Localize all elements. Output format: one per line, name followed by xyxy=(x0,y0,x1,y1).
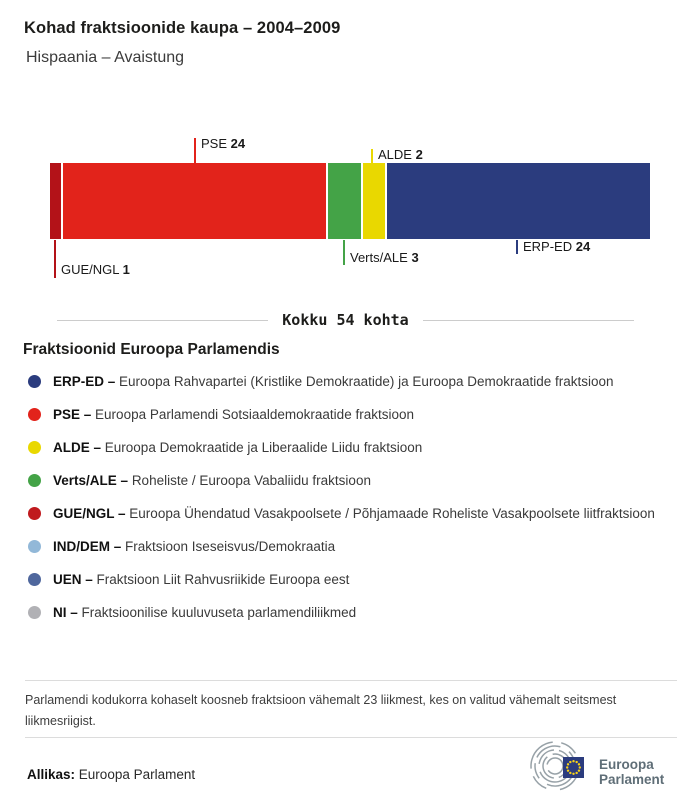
legend-dot-verts-ale xyxy=(28,474,41,487)
eu-flag-star xyxy=(569,761,571,763)
seats-bar xyxy=(50,163,650,239)
eu-flag-star xyxy=(579,766,581,768)
eu-flag-star xyxy=(567,763,569,765)
bar-label-gue-ngl xyxy=(61,262,130,277)
bar-label-erp-ed-name: ERP-ED xyxy=(523,239,573,254)
footnote-divider-bottom xyxy=(25,737,677,738)
footnote-text: Parlamendi kodukorra kohaselt koosneb fraktsioon vähemalt 23 liikmest, kes on valitud vähemalt seitsmest liikmesriigist. xyxy=(25,693,617,728)
page-title: Kohad fraktsioonide kaupa – 2004–2009 xyxy=(24,19,341,37)
eu-flag-star xyxy=(572,760,574,762)
legend-desc: Fraktsioon Liit Rahvusriikide Euroopa eest xyxy=(96,572,350,587)
bar-tick-verts-ale xyxy=(343,240,345,265)
legend-dot-ni xyxy=(28,606,41,619)
legend-dot-ind-dem xyxy=(28,540,41,553)
bar-tick-pse xyxy=(194,138,196,163)
legend-desc: Euroopa Ühendatud Vasakpoolsete / Põhjamaade Roheliste Vasakpoolsete liitfraktsioon xyxy=(129,506,655,521)
logo-text-line1: Euroopa xyxy=(599,757,654,772)
legend-item-erp-ed xyxy=(28,372,678,392)
legend-desc: Euroopa Parlamendi Sotsiaaldemokraatide fraktsioon xyxy=(95,407,414,422)
legend-desc: Fraktsioonilise kuuluvuseta parlamendiliikmed xyxy=(81,605,357,620)
bar-label-erp-ed xyxy=(523,239,590,254)
bar-label-pse-value: 24 xyxy=(230,136,246,151)
legend-label: PSE – xyxy=(53,407,92,422)
bar-segment-erp-ed[interactable] xyxy=(387,163,650,239)
legend-dot-gue-ngl xyxy=(28,507,41,520)
source-line xyxy=(27,767,195,782)
bar-label-alde-value: 2 xyxy=(415,147,423,162)
eu-flag-star xyxy=(578,769,580,771)
footnote-divider-top xyxy=(25,680,677,681)
legend-item-verts-ale xyxy=(28,471,678,491)
legend-label: UEN – xyxy=(53,572,93,587)
bar-label-pse-name: PSE xyxy=(201,136,228,151)
page-subtitle: Hispaania – Avaistung xyxy=(26,49,185,66)
legend-desc: Euroopa Rahvapartei (Kristlike Demokraatide) ja Euroopa Demokraatide fraktsioon xyxy=(119,374,614,389)
logo-text-line2: Parlament xyxy=(599,772,665,787)
total-seats-label: Kokku 54 kohta xyxy=(282,311,409,329)
bar-tick-alde xyxy=(371,149,373,163)
legend-list xyxy=(28,372,678,636)
bar-label-verts-ale-name: Verts/ALE xyxy=(350,250,408,265)
legend-item-ni xyxy=(28,603,678,623)
legend-item-alde xyxy=(28,438,678,458)
bar-label-verts-ale-value: 3 xyxy=(411,250,419,265)
bar-label-gue-ngl-name: GUE/NGL xyxy=(61,262,120,277)
eu-flag-star xyxy=(575,761,577,763)
legend-label: GUE/NGL – xyxy=(53,506,126,521)
eu-flag-star xyxy=(578,763,580,765)
legend-label: ALDE – xyxy=(53,440,102,455)
bar-segment-verts-ale[interactable] xyxy=(328,163,361,239)
divider-line-left xyxy=(57,320,268,321)
legend-desc: Fraktsioon Iseseisvus/Demokraatia xyxy=(125,539,336,554)
bar-tick-erp-ed xyxy=(516,240,518,254)
seats-chart xyxy=(0,136,700,298)
bar-label-erp-ed-value: 24 xyxy=(575,239,591,254)
bar-label-pse xyxy=(201,136,245,151)
divider-line-right xyxy=(423,320,634,321)
legend-desc: Euroopa Demokraatide ja Liberaalide Liidu fraktsioon xyxy=(104,440,423,455)
legend-heading: Fraktsioonid Euroopa Parlamendis xyxy=(23,341,280,358)
eu-flag-star xyxy=(572,773,574,775)
legend-dot-alde xyxy=(28,441,41,454)
legend-desc: Roheliste / Euroopa Vabaliidu fraktsioon xyxy=(131,473,371,488)
eu-flag-star xyxy=(566,766,568,768)
legend-item-gue-ngl xyxy=(28,504,678,524)
eu-flag-star xyxy=(575,772,577,774)
legend-label: NI – xyxy=(53,605,78,620)
legend-label: Verts/ALE – xyxy=(53,473,129,488)
legend-dot-uen xyxy=(28,573,41,586)
legend-dot-erp-ed xyxy=(28,375,41,388)
legend-label: IND/DEM – xyxy=(53,539,122,554)
bar-segment-pse[interactable] xyxy=(63,163,326,239)
bar-label-alde-name: ALDE xyxy=(378,147,412,162)
bar-tick-gue-ngl xyxy=(54,240,56,278)
eu-flag-star xyxy=(569,772,571,774)
bar-label-gue-ngl-value: 1 xyxy=(122,262,130,277)
legend-item-ind-dem xyxy=(28,537,678,557)
total-divider xyxy=(57,308,634,332)
source-label: Allikas: xyxy=(27,767,76,782)
bar-segment-gue-ngl[interactable] xyxy=(50,163,61,239)
eu-flag-star xyxy=(567,769,569,771)
european-parliament-logo xyxy=(528,739,674,797)
bar-label-alde xyxy=(378,147,423,162)
legend-dot-pse xyxy=(28,408,41,421)
legend-item-uen xyxy=(28,570,678,590)
legend-label: ERP-ED – xyxy=(53,374,116,389)
legend-item-pse xyxy=(28,405,678,425)
bar-segment-alde[interactable] xyxy=(363,163,385,239)
source-value: Euroopa Parlament xyxy=(78,767,196,782)
bar-label-verts-ale xyxy=(350,250,419,265)
